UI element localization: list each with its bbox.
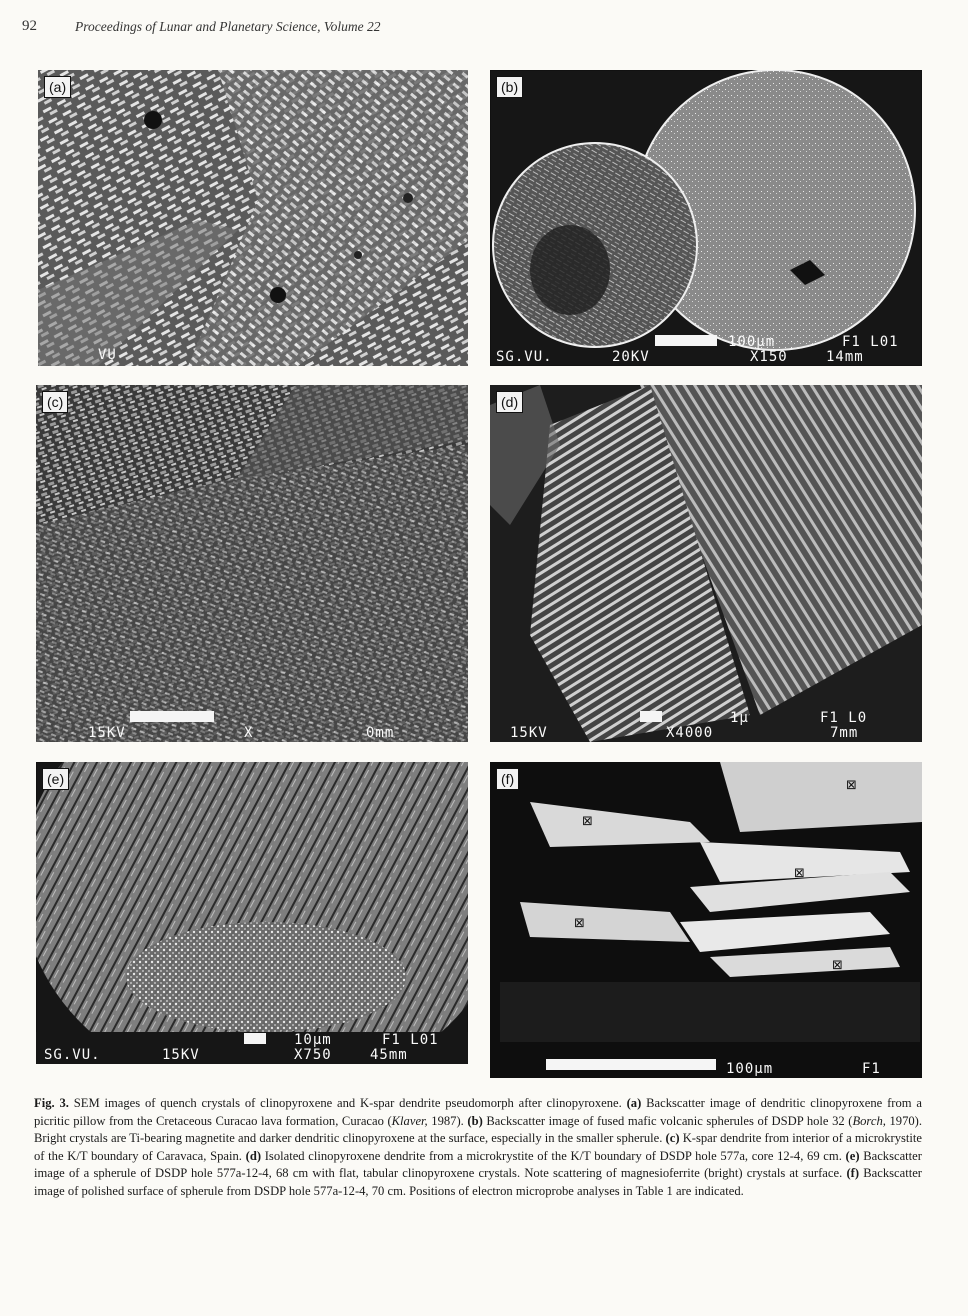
panel-e-bar-wd: 45mm [370, 1047, 408, 1063]
panel-c-bar-voltage: 15KV [88, 725, 126, 741]
caption-cite-b: Borch, [852, 1113, 886, 1128]
panel-d-info-bar [490, 710, 922, 742]
figure-caption [34, 1095, 922, 1200]
panel-d-feather-dendrite [490, 385, 922, 742]
panel-d-label: (d) [496, 391, 523, 413]
caption-text-b-end: 1970). Bright crystals are Ti-bearing magnetite and darker dendritic clinopyroxene at the surface, especially in the smaller spherule. [34, 1113, 923, 1145]
panel-e-image [36, 762, 468, 1064]
microprobe-marker: ⊠ [574, 916, 585, 931]
panel-a-sem-texture [38, 70, 468, 366]
panel-a-label: (a) [44, 76, 71, 98]
panel-e-bar-mag: X750 [294, 1047, 332, 1063]
panel-e-bar-frame: F1 L01 [382, 1032, 439, 1048]
caption-text-e: Backscatter image of a spherule of DSDP hole 577a-12-4, 68 cm with flat, tabular clinopyroxene crystals. Note scattering of magnesioferrite (bright) crystals at surface. [34, 1148, 922, 1180]
panel-c-scale-bar [130, 711, 214, 722]
panel-e-bar-operator: SG.VU. [44, 1047, 101, 1063]
panel-b-bar-mag: X150 [750, 349, 788, 365]
panel-f-info-bar [490, 1056, 922, 1078]
panel-c-bar-wd: 0mm [366, 725, 395, 741]
panel-e-spherule [36, 762, 468, 1064]
panel-f-bar-frame: F1 [862, 1061, 881, 1077]
caption-text-a-end: 1987). [431, 1113, 464, 1128]
panel-d-bar-voltage: 15KV [510, 725, 548, 741]
panel-d-bar-mag: X4000 [666, 725, 714, 741]
panel-a-image [38, 70, 468, 366]
panel-c-image [36, 385, 468, 742]
panel-e-info-bar [36, 1032, 468, 1064]
journal-title: Proceedings of Lunar and Planetary Science, Volume 22 [75, 19, 381, 34]
panel-b-bar-frame: F1 L01 [842, 334, 899, 350]
panel-e-bar-scale: 10µm [294, 1032, 332, 1048]
panel-c-dendrite [36, 385, 468, 742]
caption-key-c: (c) [665, 1131, 680, 1145]
panel-c-info-bar [36, 720, 468, 742]
caption-key-a: (a) [626, 1096, 642, 1110]
panel-b-bar-voltage: 20KV [612, 349, 650, 365]
caption-fig-number: Fig. 3. [34, 1096, 69, 1110]
panel-f-bar-scale: 100µm [726, 1061, 774, 1077]
panel-c-bar-mag: X [244, 725, 254, 741]
panel-f-label: (f) [496, 768, 519, 790]
panel-d-bar-scale: 1µ [730, 710, 749, 726]
microprobe-marker: ⊠ [582, 814, 593, 829]
panel-e-scale-bar [244, 1033, 266, 1044]
caption-cite-a: Klaver, [391, 1113, 428, 1128]
microprobe-marker: ⊠ [846, 778, 857, 793]
panel-b-bar-scale: 100µm [728, 334, 776, 350]
panel-b-bar-wd: 14mm [826, 349, 864, 365]
panel-d-scale-bar [640, 711, 662, 722]
caption-key-f: (f) [846, 1166, 860, 1180]
panel-d-bar-frame: F1 L0 [820, 710, 868, 726]
panel-f-polished-section [490, 762, 922, 1078]
panel-b-info-bar [490, 334, 922, 366]
caption-text-d: Isolated clinopyroxene dendrite from a microkrystite of the K/T boundary of DSDP hole 577a, core 12-4, 69 cm. [264, 1148, 842, 1163]
caption-text-b: Backscatter image of fused mafic volcanic spherules of DSDP hole 32 ( [486, 1113, 853, 1128]
caption-text-f: Backscatter image of polished surface of spherule from DSDP hole 577a-12-4, 70 cm. Positions of electron microprobe analyses in Table 1 are indicated. [34, 1166, 923, 1198]
microprobe-marker: ⊠ [794, 866, 805, 881]
panel-e-label: (e) [42, 768, 69, 790]
panel-d-bar-wd: 7mm [830, 725, 859, 741]
panel-b-label: (b) [496, 76, 523, 98]
panel-b-scale-bar [655, 335, 717, 346]
panel-a-bar-left: VU [98, 347, 117, 363]
caption-key-b: (b) [467, 1113, 483, 1128]
panel-f-scale-bar [546, 1059, 716, 1070]
panel-e-bar-voltage: 15KV [162, 1047, 200, 1063]
page-number: 92 [22, 18, 37, 34]
panel-d-image [490, 385, 922, 742]
panel-a-info-bar [38, 344, 468, 366]
panel-b-bar-operator: SG.VU. [496, 349, 553, 365]
panel-f-image [490, 762, 922, 1078]
panel-b-image [490, 70, 922, 366]
caption-intro: SEM images of quench crystals of clinopyroxene and K-spar dendrite pseudomorph after clinopyroxene. [73, 1096, 622, 1110]
caption-text-c: K-spar dendrite from interior of a microkrystite of the K/T boundary of Caravaca, Spain. [34, 1131, 922, 1163]
panel-c-label: (c) [42, 391, 68, 413]
caption-key-e: (e) [845, 1148, 860, 1163]
caption-key-d: (d) [245, 1148, 262, 1163]
panel-b-spherules [490, 70, 922, 366]
microprobe-marker: ⊠ [832, 958, 843, 973]
caption-text-a: Backscatter image of dendritic clinopyroxene from a picritic pillow from the Cretaceous Curacao lava formation, Curacao ( [34, 1096, 923, 1128]
